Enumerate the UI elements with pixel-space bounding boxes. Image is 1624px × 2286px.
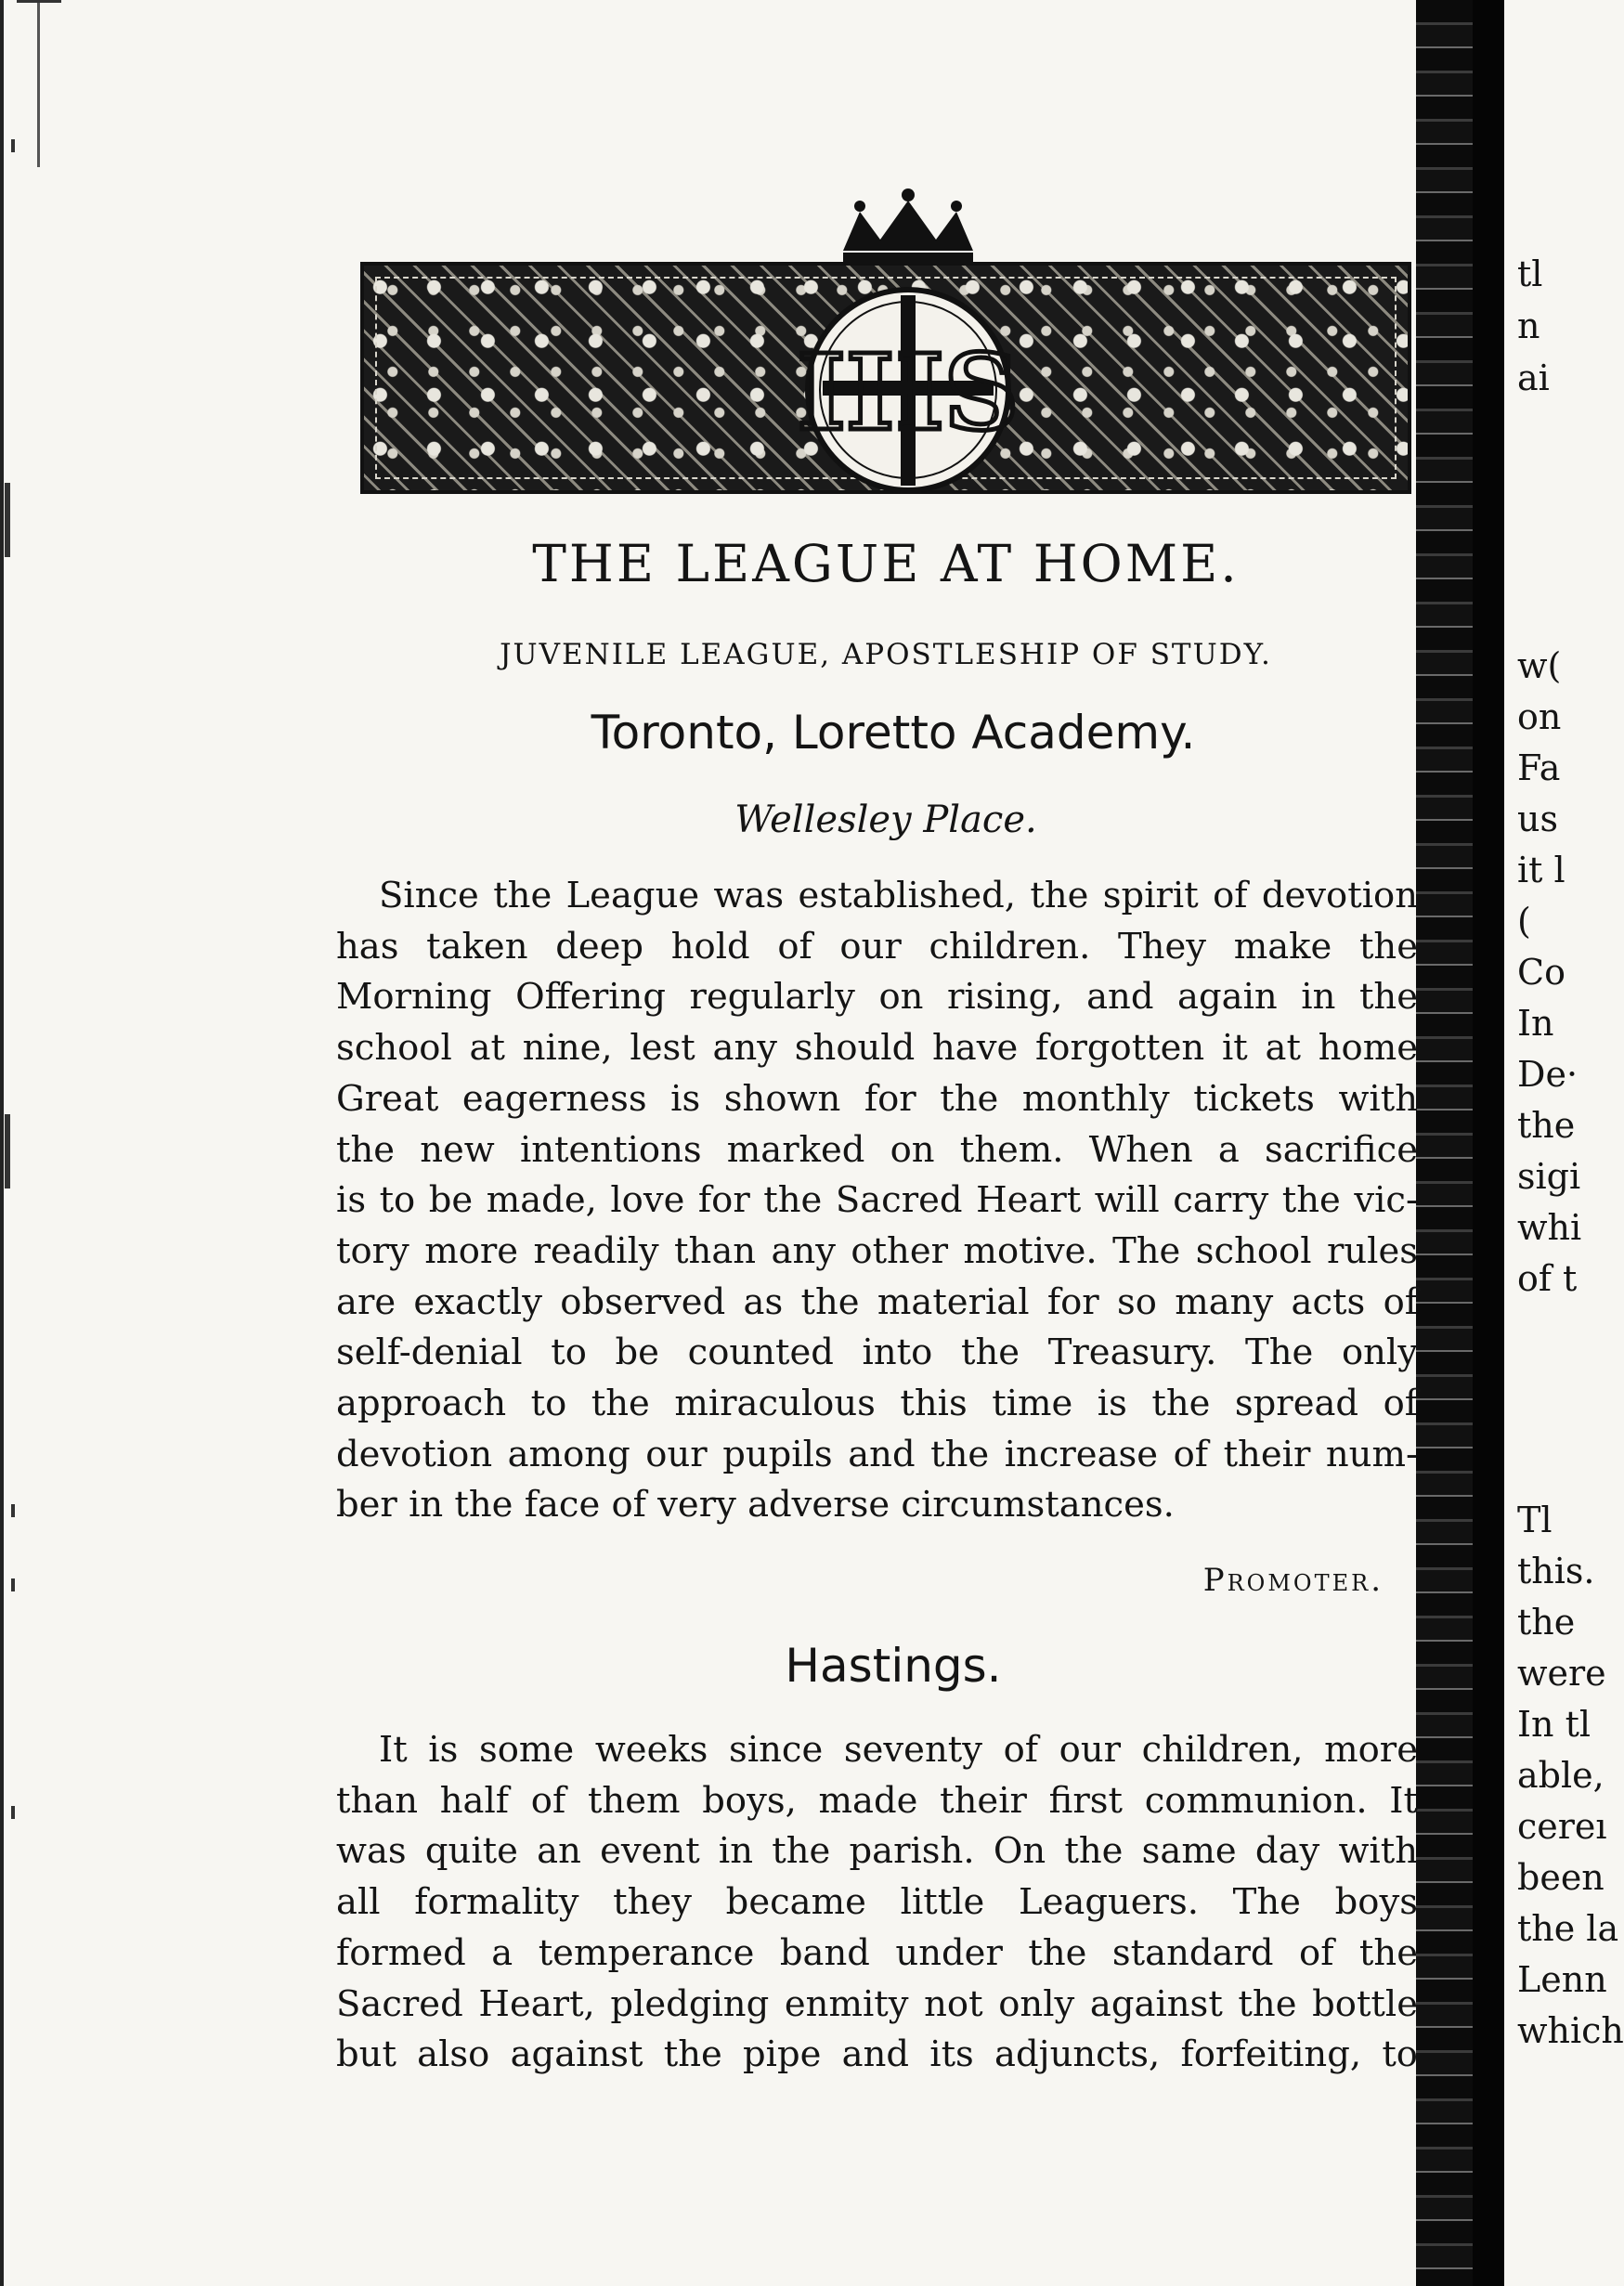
adjacent-column-fragment: In (1517, 1003, 1554, 1044)
paragraph-line: devotion among our pupils and the increase of their num- (336, 1433, 1418, 1475)
adjacent-column-fragment: tl (1517, 253, 1543, 294)
paragraph-line: tory more readily than any other motive. The school rules (336, 1229, 1418, 1272)
section-place: Wellesley Place. (734, 799, 1037, 841)
paragraph-line: than half of them boys, made their first communion. It (336, 1779, 1418, 1822)
edge-mark (5, 483, 10, 557)
adjacent-column-fragment: of t (1517, 1258, 1578, 1299)
adjacent-column-fragment: on (1517, 696, 1562, 737)
adjacent-column-fragment: were (1517, 1653, 1606, 1694)
adjacent-column-fragment: the (1517, 1105, 1576, 1146)
article-paragraph (336, 871, 1418, 1531)
edge-mark (11, 1504, 15, 1517)
adjacent-column-fragment: the la (1517, 1908, 1619, 1949)
adjacent-column-fragment: Tl (1517, 1500, 1553, 1540)
adjacent-column-fragment: Lenn (1517, 1959, 1607, 2000)
adjacent-column-fragment: ( (1517, 901, 1531, 942)
adjacent-column-fragment: w( (1517, 645, 1562, 686)
adjacent-column-fragment: been (1517, 1857, 1605, 1898)
paragraph-line: formed a temperance band under the standard of the (336, 1931, 1418, 1974)
adjacent-column-fragment: In tl (1517, 1704, 1591, 1745)
svg-text:IHS: IHS (797, 332, 1020, 454)
signature: Promoter. (1202, 1562, 1384, 1599)
adjacent-column-fragment: sigi (1517, 1156, 1581, 1197)
edge-mark (11, 1806, 15, 1819)
paragraph-line: ber in the face of very adverse circumstances. (336, 1484, 1175, 1526)
edge-mark (11, 1578, 15, 1591)
paragraph-line: Sacred Heart, pledging enmity not only against the bottle (336, 1982, 1418, 2025)
paragraph-line: Since the League was established, the spirit of devotion (379, 875, 1418, 916)
paragraph-line: It is some weeks since seventy of our children, more (379, 1729, 1418, 1771)
adjacent-column-fragment: it l (1517, 850, 1566, 890)
paragraph-line: approach to the miraculous this time is the spread of (336, 1383, 1418, 1425)
paragraph-line: school at nine, lest any should have forgotten it at home (336, 1027, 1418, 1070)
page-subtitle: JUVENILE LEAGUE, APOSTLESHIP OF STUDY. (500, 638, 1272, 671)
adjacent-column-fragment: able, (1517, 1755, 1605, 1796)
adjacent-column-fragment: this. (1517, 1551, 1595, 1591)
paragraph-line: but also against the pipe and its adjuncts, forfeiting, to (336, 2033, 1418, 2076)
ihs-seal-icon (797, 186, 1020, 501)
paragraph-line: has taken deep hold of our children. They make the (336, 925, 1418, 968)
paragraph-line: Morning Offering regularly on rising, and again in the (336, 976, 1418, 1019)
paragraph-line: are exactly observed as the material for so many acts of (336, 1280, 1418, 1323)
adjacent-column-fragment: n (1517, 305, 1540, 346)
edge-mark (5, 1114, 10, 1188)
paragraph-line: self-denial to be counted into the Treasury. The only (336, 1331, 1418, 1374)
adjacent-column-fragment: us (1517, 799, 1558, 839)
page-edge-rule (0, 0, 4, 2286)
edge-mark (11, 139, 15, 152)
binding-gutter-core (1473, 0, 1504, 2286)
adjacent-column-fragment: which (1517, 2010, 1624, 2051)
paragraph-line: Great eagerness is shown for the monthly tickets with (336, 1077, 1418, 1120)
section-heading: Hastings. (785, 1639, 1002, 1693)
paragraph-line: was quite an event in the parish. On the same day with (336, 1830, 1418, 1873)
adjacent-column-fragment: De· (1517, 1054, 1579, 1095)
paragraph-line: the new intentions marked on them. When a sacrifice (336, 1128, 1418, 1171)
adjacent-column-fragment: cereı (1517, 1806, 1607, 1847)
paragraph-line: all formality they became little Leaguers. The boys (336, 1881, 1418, 1924)
article-paragraph (336, 1725, 1418, 2081)
page-edge-rule-short (37, 0, 40, 167)
adjacent-column-fragment: Fa (1517, 747, 1561, 788)
adjacent-column-fragment: the (1517, 1602, 1576, 1643)
adjacent-column-fragment: whi (1517, 1207, 1582, 1248)
adjacent-column-fragment: ai (1517, 357, 1550, 398)
page-title: THE LEAGUE AT HOME. (532, 534, 1240, 593)
adjacent-column-fragment: Co (1517, 952, 1566, 993)
paragraph-line: is to be made, love for the Sacred Heart will carry the vic- (336, 1179, 1418, 1222)
section-heading: Toronto, Loretto Academy. (591, 706, 1196, 760)
page-edge-tick (17, 0, 61, 3)
